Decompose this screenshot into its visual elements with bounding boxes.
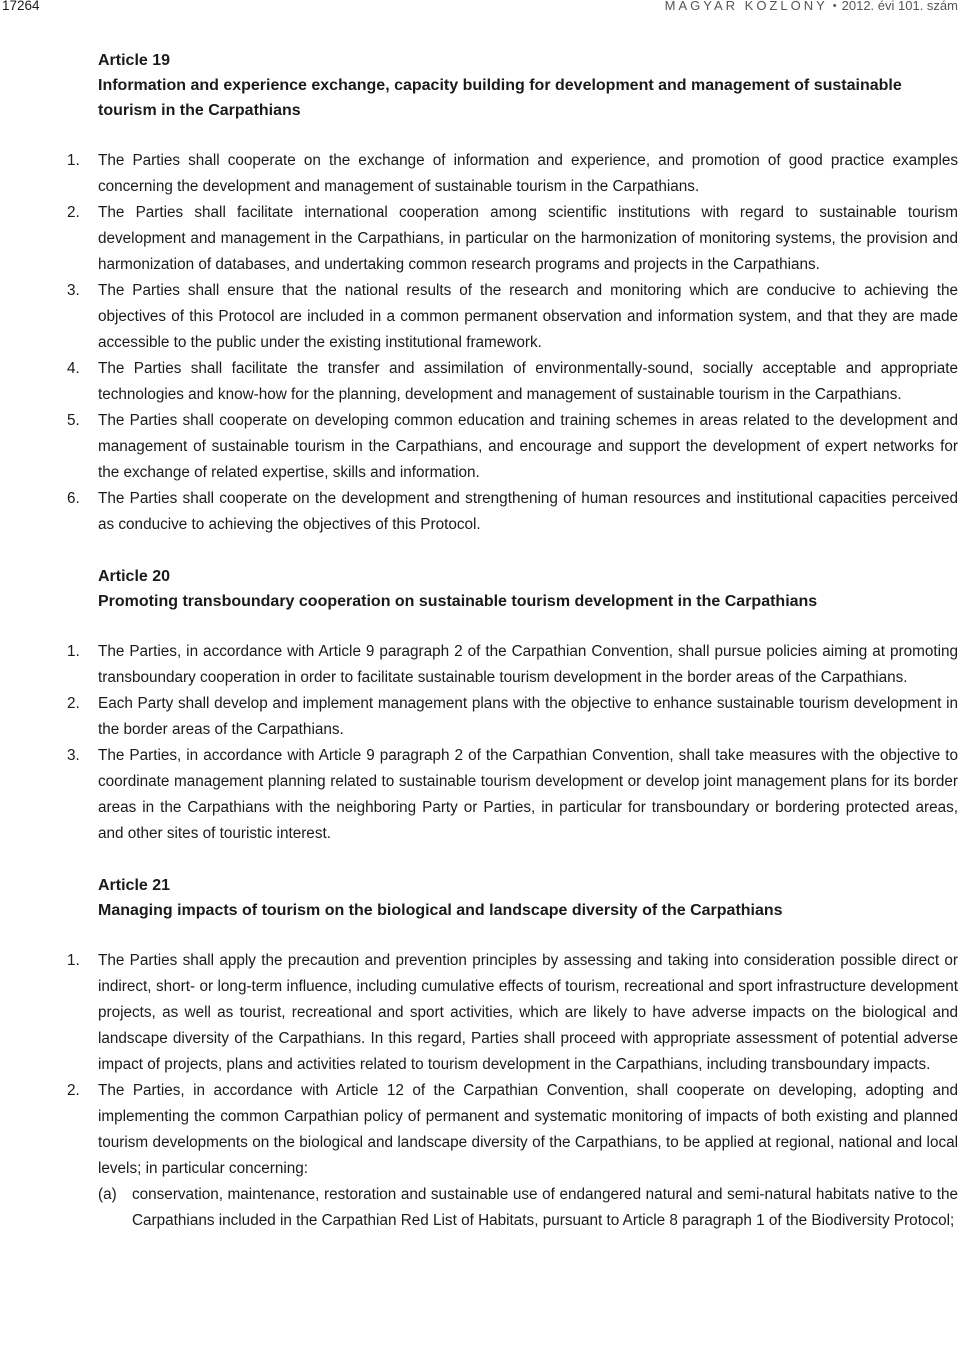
journal-name: MAGYAR KÖZLÖNY (664, 0, 828, 13)
paragraph (67, 691, 958, 743)
paragraph (67, 356, 958, 408)
paragraph-text: The Parties shall cooperate on the development and strengthening of human resources and institutional capacities perceived as conducive to achieving the objectives of this Protocol. (98, 490, 958, 533)
paragraph (67, 200, 958, 278)
spacer (67, 847, 958, 873)
spacer (67, 538, 958, 564)
page-header (0, 0, 960, 14)
paragraph-text: The Parties shall ensure that the national results of the research and monitoring which are conducive to achieving the objectives of this Protocol are included in a common permanent observation and information system, and that they are made accessible to the public under the existing institutional framework. (98, 282, 958, 351)
paragraph (67, 743, 958, 847)
article-title: Promoting transboundary cooperation on sustainable tourism development in the Carpathians (98, 593, 818, 610)
article-number: Article 21 (98, 877, 171, 894)
article-21 (67, 873, 958, 1234)
article-heading (67, 873, 958, 923)
paragraph-text: Each Party shall develop and implement management plans with the objective to enhance sustainable tourism development in the border areas of the Carpathians. (98, 695, 958, 738)
paragraph (67, 486, 958, 538)
sub-item-list (98, 1182, 958, 1234)
paragraph-number: 4. (67, 360, 80, 377)
article-heading (67, 48, 958, 123)
paragraph-list (67, 148, 958, 538)
paragraph-number: 5. (67, 412, 80, 429)
paragraph-text: The Parties, in accordance with Article 9 paragraph 2 of the Carpathian Convention, shall pursue policies aiming at promoting transboundary cooperation in order to facilitate sustainable tourism development in the border areas of the Carpathians. (98, 643, 958, 686)
article-number: Article 20 (98, 568, 171, 585)
paragraph (67, 408, 958, 486)
paragraph-text: The Parties, in accordance with Article 12 of the Carpathian Convention, shall cooperate on developing, adopting and implementing the common Carpathian policy of permanent and systematic monitoring of impacts of both existing and planned tourism developments on the biological and landscape diversity of the Carpathians, to be applied at regional, national and local levels; in particular concerning: (98, 1082, 958, 1177)
paragraph-text: The Parties, in accordance with Article 9 paragraph 2 of the Carpathian Convention, shall take measures with the objective to coordinate management planning related to sustainable tourism development or develop joint management plans for its border areas in the Carpathians with the neighboring Party or Parties, in particular for transboundary or bordering protected areas, and other sites of touristic interest. (98, 747, 958, 842)
paragraph-text: The Parties shall cooperate on developing common education and training schemes in areas related to the development and management of sustainable tourism in the Carpathians, and encourage and support the development of expert networks for the exchange of related expertise, skills and information. (98, 412, 958, 481)
paragraph-number: 3. (67, 282, 80, 299)
article-heading (67, 564, 958, 614)
paragraph-number: 3. (67, 747, 80, 764)
paragraph-text: The Parties shall apply the precaution and prevention principles by assessing and taking into consideration possible direct or indirect, short- or long-term influence, including cumulative effects of tourism, recreational and sport infrastructure development projects, as well as tourist, recreational and sport activities, which are likely to have adverse impacts on the biological and landscape diversity of the Carpathians. In this regard, Parties shall proceed with appropriate assessment of potential adverse impact of projects, plans and activities related to tourism development in the Carpathians, including transboundary impacts. (98, 952, 958, 1073)
paragraph-number: 6. (67, 490, 80, 507)
article-19 (67, 48, 958, 538)
running-head (665, 0, 958, 13)
sub-item-label: (a) (98, 1186, 117, 1203)
paragraph-number: 1. (67, 643, 80, 660)
article-title: Managing impacts of tourism on the biological and landscape diversity of the Carpathians (98, 902, 783, 919)
paragraph-list (67, 948, 958, 1234)
sub-item-text: conservation, maintenance, restoration and sustainable use of endangered natural and semi-natural habitats native to the Carpathians included in the Carpathian Red List of Habitats, pursuant to Article 8 paragraph 1 of the Biodiversity Protocol; (132, 1186, 958, 1229)
article-title: Information and experience exchange, capacity building for development and management of sustainable tourism in the Carpathians (98, 77, 902, 119)
bullet-separator: • (832, 0, 837, 12)
paragraph-list (67, 639, 958, 847)
paragraph-number: 1. (67, 952, 80, 969)
paragraph-number: 1. (67, 152, 80, 169)
sub-item (98, 1182, 958, 1234)
paragraph-number: 2. (67, 1082, 80, 1099)
paragraph-number: 2. (67, 204, 80, 221)
paragraph-text: The Parties shall facilitate international cooperation among scientific institutions with regard to sustainable tourism development and management in the Carpathians, in particular on the harmonization of monitoring systems, the provision and harmonization of databases, and undertaking common research programs and projects in the Carpathians. (98, 204, 958, 273)
paragraph (67, 948, 958, 1078)
document-body (67, 48, 958, 1234)
paragraph-text: The Parties shall facilitate the transfer and assimilation of environmentally-sound, socially acceptable and appropriate technologies and know-how for the planning, development and management of sustainable tourism in the Carpathians. (98, 360, 958, 403)
paragraph (67, 148, 958, 200)
paragraph-text: The Parties shall cooperate on the exchange of information and experience, and promotion of good practice examples concerning the development and management of sustainable tourism in the Carpathians. (98, 152, 958, 195)
issue-label: 2012. évi 101. szám (841, 0, 958, 13)
article-20 (67, 564, 958, 847)
article-number: Article 19 (98, 52, 171, 69)
paragraph-number: 2. (67, 695, 80, 712)
paragraph (67, 278, 958, 356)
paragraph (67, 639, 958, 691)
page-number: 17264 (2, 0, 40, 13)
paragraph (67, 1078, 958, 1234)
